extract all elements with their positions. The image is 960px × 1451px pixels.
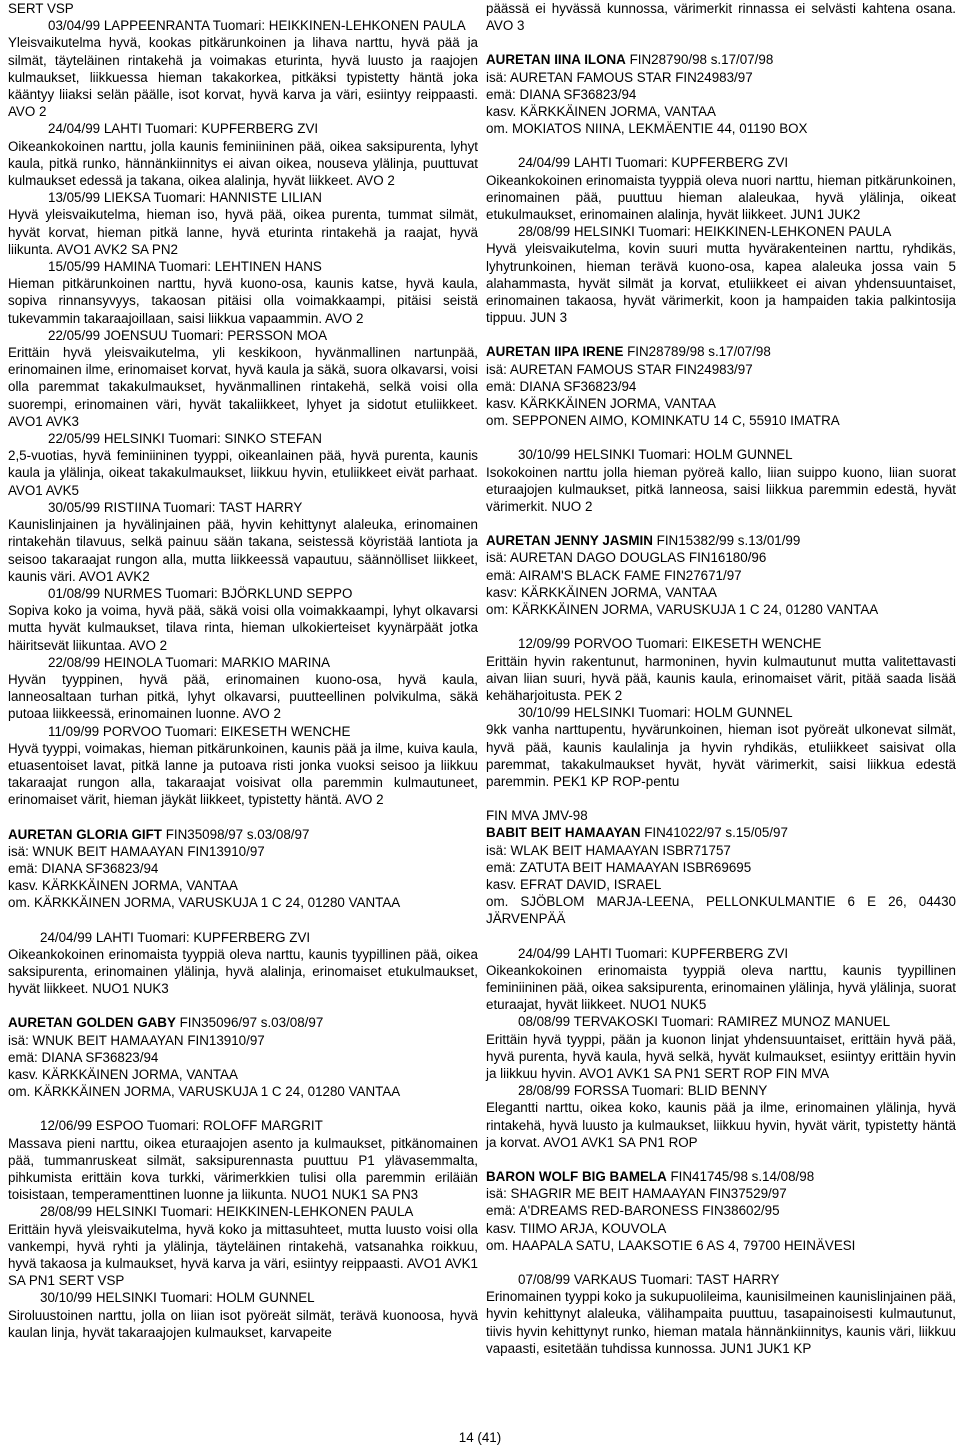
dog-entry-header (8, 826, 478, 843)
critique: Isokokoinen narttu jolla hieman pyöreä kallo, liian suippo kuono, liian suorat eturaajojen kulmaukset, pitkä lanneosa, saisi liikkua paremmin edestä, hyvät värimerkit. NUO 2 (486, 464, 956, 515)
dog-entry-header (486, 343, 956, 360)
breeder: kasv. KÄRKKÄINEN JORMA, VANTAA (486, 396, 716, 412)
dog-name: AURETAN GLORIA GIFT (8, 826, 162, 842)
sire: isä: AURETAN FAMOUS STAR FIN24983/97 (486, 361, 753, 377)
show-heading: 01/08/99 NURMES Tuomari: BJÖRKLUND SEPPO (48, 585, 353, 601)
text-line: SERT VSP (8, 1, 74, 16)
owner: om. SJÖBLOM MARJA-LEENA, PELLONKULMANTIE 6 E 26, 04430 JÄRVENPÄÄ (486, 894, 956, 927)
breeder: kasv. EFRAT DAVID, ISRAEL (486, 876, 662, 892)
registration: FIN15382/99 s.13/01/99 (652, 533, 801, 549)
show-heading: 12/09/99 PORVOO Tuomari: EIKESETH WENCHE (518, 636, 822, 652)
critique: Hieman pitkärunkoinen narttu, hyvä kuono-osa, kaunis katse, hyvä kaula, sopiva rinnansyvyys, takaosan pitäisi olla voimakkaampi, pitäisi seistä tukevammin takaraajoillaan, saisi liikkua vapaammin. AVO 2 (8, 276, 478, 326)
critique: Hyvä yleisvaikutelma, hieman iso, hyvä pää, oikea purenta, tummat silmät, hyvät korvat, hieman pitkä lanne, hyvä eturinta rintakehä ja raajat, hyvä liikunta. AVO1 AVK2 SA PN2 (8, 207, 478, 257)
show-heading: 24/04/99 LAHTI Tuomari: KUPFERBERG ZVI (518, 155, 789, 171)
show-heading: 08/08/99 TERVAKOSKI Tuomari: RAMIREZ MUNOZ MANUEL (518, 1014, 891, 1030)
critique: Elegantti narttu, oikea koko, kaunis pää ja ilme, erinomainen ylälinja, hyvä rintakehä, hyvä luusto ja kulmaukset, liikkuu hyvin, hyvät värit, typistetty häntä ja korvat. AVO1 AVK1 SA PN1 ROP (486, 1100, 956, 1150)
registration: FIN41022/97 s.15/05/97 (640, 825, 788, 841)
critique: Yleisvaikutelma hyvä, kookas pitkärunkoinen ja lihava narttu, hyvä pää ja silmät, täyteläinen rintakehä ja voimakas eturinta, hyvä luusto ja raajojen kulmaukset, liikkuessa hieman takakorkea, pitkäksi typistetty häntä joka kääntyy liiaksi selän päälle, isot korvat, hyvä karva ja väri, esiintyy reippaasti. AVO 2 (8, 35, 478, 120)
critique: Oikeankokoinen erinomaista tyyppiä oleva narttu, kaunis tyypillinen feminiininen pää, oikea saksipurenta, erinomainen ylälinja, hyvä ylälinja, suorat eturaajat, hyvät liikkeet. NUO1 NUK5 (486, 962, 956, 1013)
show-heading: 30/10/99 HELSINKI Tuomari: HOLM GUNNEL (518, 705, 793, 721)
critique: Oikeankokoinen erinomaista tyyppiä oleva nuori narttu, hieman pitkärunkoinen, erinomainen pää, puuttuu hieman alaleukaa, hyvä ylälinja, oikeat etukulmaukset, erinomainen alalinja, hyvät liikkeet. JUN1 JUK2 (486, 172, 956, 223)
owner: om. SEPPONEN AIMO, KOMINKATU 14 C, 55910 IMATRA (486, 413, 840, 429)
show-heading: 13/05/99 LIEKSA Tuomari: HANNISTE LILIAN (48, 190, 322, 206)
registration: FIN41745/98 s.14/08/98 (666, 1168, 815, 1184)
show-heading: 24/04/99 LAHTI Tuomari: KUPFERBERG ZVI (48, 121, 319, 137)
critique: Sopiva koko ja voima, hyvä pää, säkä voisi olla voimakkaampi, lyhyt olkavarsi mutta hyvät kulmaukset, tilava rinta, hieman ulkokierteiset kyynärpäät jotka häiritsevät liikuntaa. AVO 2 (8, 603, 478, 653)
show-heading: 22/05/99 HELSINKI Tuomari: SINKO STEFAN (48, 431, 322, 447)
sire: isä: WNUK BEIT HAMAAYAN FIN13910/97 (8, 843, 265, 859)
owner: om: KÄRKKÄINEN JORMA, VARUSKUJA 1 C 24, 01280 VANTAA (486, 602, 879, 618)
dog-entry-header (8, 1014, 478, 1031)
show-heading: 24/04/99 LAHTI Tuomari: KUPFERBERG ZVI (40, 929, 311, 945)
critique: Siroluustoinen narttu, jolla on liian isot pyöreät silmät, terävä kuonoosa, hyvä kaulan linja, hyvät takaraajojen kulmaukset, karvapeite (8, 1307, 478, 1340)
owner: om. KÄRKKÄINEN JORMA, VARUSKUJA 1 C 24, 01280 VANTAA (8, 895, 401, 911)
dog-entry-header (486, 1168, 956, 1185)
dog-name: BARON WOLF BIG BAMELA (486, 1168, 667, 1184)
critique: Erittäin hyvin rakentunut, harmoninen, hyvin kulmautunut mutta valitettavasti aivan liian suuri, hyvä pää, kaunis kaula, erinomaiset värit, pitää saada lisää kehäharjoitusta. PEK 2 (486, 653, 956, 703)
show-heading: 03/04/99 LAPPEENRANTA Tuomari: HEIKKINEN-LEHKONEN PAULA (48, 18, 466, 34)
dog-name: AURETAN GOLDEN GABY (8, 1015, 176, 1031)
dam: emä: AIRAM'S BLACK FAME FIN27671/97 (486, 567, 742, 583)
registration: FIN35098/97 s.03/08/97 (161, 826, 310, 842)
dog-name: AURETAN IIPA IRENE (486, 344, 624, 360)
critique: Erittäin hyvä yleisvaikutelma, hyvä koko ja mittasuhteet, mutta luusto voisi olla vankempi, hyvä ryhti ja ylälinja, täyteläinen rintakehä, vatsanahka roikkuu, hyvä takaosa ja kulmaukset, hyvä karva ja väri, esiintyy reippaasti. AVO1 AVK1 SA PN1 SERT VSP (8, 1221, 478, 1289)
dam: emä: DIANA SF36823/94 (486, 86, 637, 102)
breeder: kasv. KÄRKKÄINEN JORMA, VANTAA (486, 104, 716, 120)
dog-entry-header (486, 824, 956, 841)
show-heading: 22/08/99 HEINOLA Tuomari: MARKIO MARINA (48, 654, 331, 670)
critique: Hyvän tyyppinen, hyvä pää, erinomainen kuono-osa, hyvä kaula, lanneosaltaan turhan pitkä, lyhyt olkavarsi, puutteellinen polvikulma, säkä putoaa liikkeessä, erinomainen luonne. AVO 2 (8, 671, 478, 722)
critique: päässä ei hyvässä kunnossa, värimerkit rinnassa ei selvästi kahtena osana. AVO 3 (486, 1, 956, 34)
critique: Oikeankokoinen erinomaista tyyppiä oleva narttu, kaunis tyypillinen pää, oikea saksipurenta, erinomainen ylälinja, hyvä alalinja, erinomaiset etukulmaukset, hyvät liikkeet. NUO1 NUK3 (8, 946, 478, 997)
critique: Oikeankokoinen narttu, jolla kaunis feminiininen pää, oikea saksipurenta, lyhyt kaula, pitkä runko, hännänkiinnitys ei aivan oikea, nouseva ylälinja, puuttuvat kulmaukset edessä ja takana, oikea alalinja, hyvät liikkeet. AVO 2 (8, 138, 478, 189)
show-heading: 07/08/99 VARKAUS Tuomari: TAST HARRY (518, 1272, 780, 1287)
registration: FIN35096/97 s.03/08/97 (175, 1015, 324, 1031)
critique: Hyvä tyyppi, voimakas, hieman pitkärunkoinen, kaunis pää ja ilme, kuiva kaula, etuasentoiset lavat, pitkä lanne ja putoava risti jonka vuoksi seisoo ja liikkuu takaraajat rungon alla, takaraajat voisivat olla paremmin kulmautuneet, erinomaiset värit, hieman jäykät liikkeet, typistetty häntä. AVO 2 (8, 740, 478, 808)
show-heading: 28/08/99 HELSINKI Tuomari: HEIKKINEN-LEHKONEN PAULA (40, 1204, 414, 1220)
critique: 2,5-vuotias, hyvä feminiininen tyyppi, oikeanlainen pää, hyvä purenta, kaunis kaula ja ylälinja, oikeat takakulmaukset, liikkuu hyvin, etuliikkeet eivät parhaat. AVO1 AVK5 (8, 448, 478, 498)
show-heading: 30/05/99 RISTIINA Tuomari: TAST HARRY (48, 499, 303, 515)
registration: FIN28789/98 s.17/07/98 (623, 344, 771, 360)
show-heading: 28/08/99 HELSINKI Tuomari: HEIKKINEN-LEHKONEN PAULA (518, 224, 892, 240)
left-column (8, 0, 478, 1341)
breeder: kasv. KÄRKKÄINEN JORMA, VANTAA (8, 878, 238, 894)
show-heading: 24/04/99 LAHTI Tuomari: KUPFERBERG ZVI (518, 945, 789, 961)
show-heading: 22/05/99 JOENSUU Tuomari: PERSSON MOA (48, 327, 328, 343)
dam: emä: A'DREAMS RED-BARONESS FIN38602/95 (486, 1203, 780, 1219)
breeder: kasv. TIIMO ARJA, KOUVOLA (486, 1220, 667, 1236)
dog-entry-header (486, 532, 956, 549)
owner: om. MOKIATOS NIINA, LEKMÄENTIE 44, 01190 BOX (486, 121, 808, 137)
sire: isä: AURETAN FAMOUS STAR FIN24983/97 (486, 69, 753, 85)
dog-name: AURETAN JENNY JASMIN (486, 533, 653, 549)
page-number: 14 (41) (458, 1430, 502, 1445)
registration: FIN28790/98 s.17/07/98 (625, 52, 774, 68)
right-column (486, 0, 956, 1357)
critique: Massava pieni narttu, oikea eturaajojen asento ja kulmaukset, pitkänomainen pää, tummanruskeat silmät, saksipurennasta puuttuu P1 ylävasemmalta, pihkumista erittäin kova turkki, värimerkkien tulisi olla paremmin eriläiän toisistaan, temperamenttinen luonne ja liikunta. NUO1 NUK1 SA PN3 (8, 1135, 478, 1203)
show-heading: 15/05/99 HAMINA Tuomari: LEHTINEN HANS (48, 259, 322, 275)
dam: emä: DIANA SF36823/94 (486, 378, 637, 394)
sire: isä: SHAGRIR ME BEIT HAMAAYAN FIN37529/97 (486, 1186, 787, 1202)
owner: om. KÄRKKÄINEN JORMA, VARUSKUJA 1 C 24, 01280 VANTAA (8, 1084, 401, 1100)
dam: emä: DIANA SF36823/94 (8, 1049, 159, 1065)
critique: Erinomainen tyyppi koko ja sukupuolileima, kaunisilmeinen kaunislinjainen pää, hyvin kehittynyt alaleuka, välihampaita puuttuu, tasapainoisesti kulmautunut, tiivis hyvin kehittynyt runko, hieman matala hännänkiinnitys, kaunis väri, liikkuu vapaasti, esitetään tuhdissa kunnossa. JUN1 JUK1 KP (486, 1289, 956, 1356)
breeder: kasv. KÄRKKÄINEN JORMA, VANTAA (8, 1066, 238, 1082)
show-heading: 30/10/99 HELSINKI Tuomari: HOLM GUNNEL (40, 1290, 315, 1306)
show-heading: 11/09/99 PORVOO Tuomari: EIKESETH WENCHE (48, 723, 351, 739)
dog-name: BABIT BEIT HAMAAYAN (486, 825, 641, 841)
sire: isä: AURETAN DAGO DOUGLAS FIN16180/96 (486, 550, 767, 566)
sire: isä: WNUK BEIT HAMAAYAN FIN13910/97 (8, 1032, 265, 1048)
show-heading: 28/08/99 FORSSA Tuomari: BLID BENNY (518, 1083, 768, 1099)
title-line: FIN MVA JMV-98 (486, 808, 588, 824)
critique: Kaunislinjainen ja hyvälinjainen pää, hyvin kehittynyt alaleuka, erinomainen rintakehän tilavuus, selkä painuu sään takana, seistessä köyristää lantiota ja seisoo takaraajat rungon alla, mutta liikkeessä vapautuu, säännölliset liikkeet, kaunis väri. AVO1 AVK2 (8, 517, 478, 584)
breeder: kasv: KÄRKKÄINEN JORMA, VANTAA (486, 584, 717, 600)
dog-name: AURETAN IINA ILONA (486, 52, 626, 68)
critique: Erittäin hyvä tyyppi, pään ja kuonon linjat yhdensuuntaiset, erittäin hyvä pää, hyvä purenta, hyvä kaula, hyvä selkä, hyvät kulmaukset, esiintyy erittäin hyvin ja liikkuu hyvin. AVO1 AVK1 SA PN1 SERT ROP FIN MVA (486, 1031, 956, 1081)
critique: Hyvä yleisvaikutelma, kovin suuri mutta hyvärakenteinen narttu, ryhdikäs, lyhytrunkoinen, hieman terävä kuono-osa, kapea alaleuka jossa vain 5 alahammasta, hyvät silmät ja korvat, etuliikkeet ei aivan yhdensuuntaiset, erinomainen takaosa, hyvät värimerkit, koon ja hampaiden takia palkintosija tippuu. JUN 3 (486, 241, 956, 326)
dog-entry-header (486, 51, 956, 68)
owner: om. HAAPALA SATU, LAAKSOTIE 6 AS 4, 79700 HEINÄVESI (486, 1237, 856, 1253)
critique: Erittäin hyvä yleisvaikutelma, yli keskikoon, hyvänmallinen nartunpää, erinomainen ilme, erinomaiset korvat, hyvä kaula ja säkä, suora olkavarsi, voisi olla paremmat takakulmaukset, hyvänmallinen rintakehä, selkä voisi olla suorempi, erinomainen väri, hyvät takaliikkeet, lyhyet ja sidotut etuliikkeet. AVO1 AVK3 (8, 345, 478, 429)
show-heading: 30/10/99 HELSINKI Tuomari: HOLM GUNNEL (518, 447, 793, 463)
show-heading: 12/06/99 ESPOO Tuomari: ROLOFF MARGRIT (40, 1118, 323, 1134)
sire: isä: WLAK BEIT HAMAAYAN ISBR71757 (486, 842, 731, 858)
critique: 9kk vanha narttupentu, hyvärunkoinen, hieman isot pyöreät ulkonevat silmät, hyvä pää, kaunis kaulalinja ja hyvin ryhdikäs, etuliikkeet saisivat olla paremmat, takakulmaukset hyvät, hyvät värimerkit, saisi liikkua edestä paremmin. PEK1 KP ROP-pentu (486, 722, 956, 789)
dam: emä: DIANA SF36823/94 (8, 860, 159, 876)
dam: emä: ZATUTA BEIT HAMAAYAN ISBR69695 (486, 859, 752, 875)
